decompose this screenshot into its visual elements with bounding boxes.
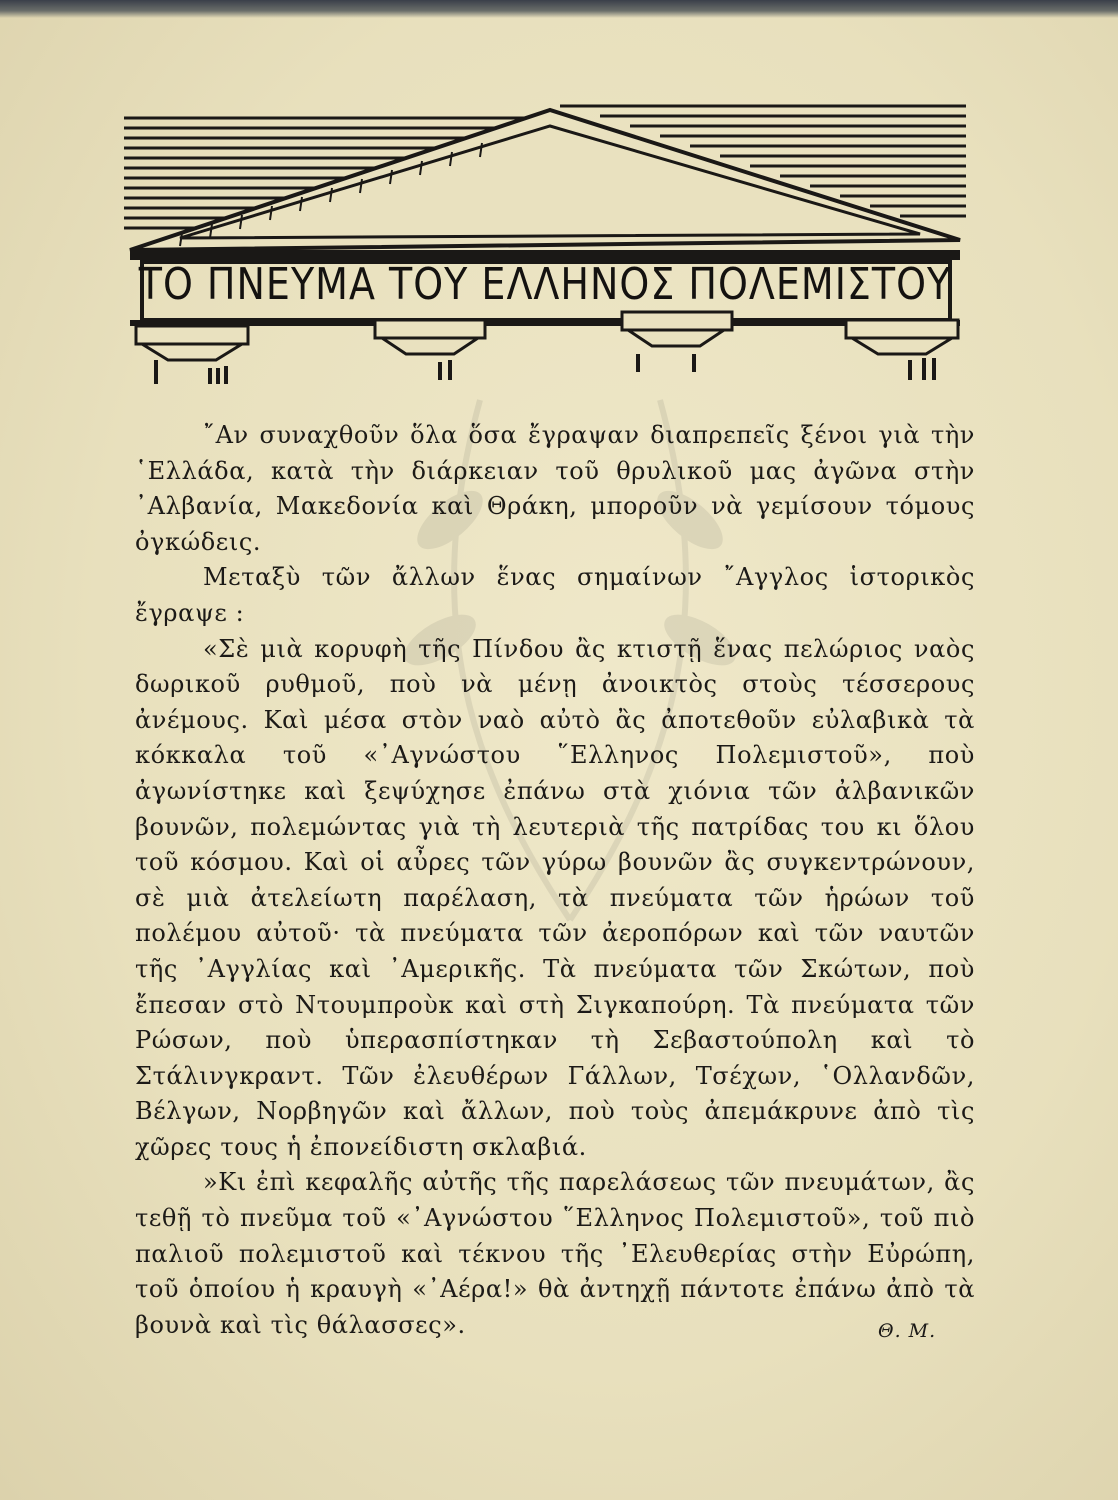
page-top-edge bbox=[0, 0, 1118, 18]
paragraph: »Κι ἐπὶ κεφαλῆς αὐτῆς τῆς παρελάσεως τῶν πνευμάτων, ἂς τεθῇ τὸ πνεῦμα τοῦ «᾿Αγνώστου ῞Ελληνος Πολεμιστοῦ», τοῦ πιὸ παλιοῦ πολεμιστοῦ καὶ τέκνου τῆς ᾿Ελευθερίας στὴν Εὐρώπη, τοῦ ὁποίου ἡ κραυγὴ «᾿Αέρα!» θὰ ἀντηχῇ πάντοτε ἐπάνω ἀπὸ τὰ βουνὰ καὶ τὶς θάλασσες». bbox=[135, 1168, 975, 1339]
author-signature: Θ. Μ. bbox=[878, 1320, 937, 1342]
title-plate bbox=[138, 252, 952, 316]
page-title: ΤΟ ΠΝΕΥΜΑ ΤΟΥ ΕΛΛΗΝΟΣ ΠΟΛΕΜΙΣΤΟΥ bbox=[138, 258, 952, 310]
paragraph: Μεταξὺ τῶν ἄλλων ἕνας σημαίνων ῎Αγγλος ἱστορικὸς ἔγραψε : bbox=[135, 563, 975, 627]
paragraph: «Σὲ μιὰ κορυφὴ τῆς Πίνδου ἂς κτιστῇ ἕνας πελώριος ναὸς δωρικοῦ ρυθμοῦ, ποὺ νὰ μένῃ ἀνοικτὸς στοὺς τέσσερους ἀνέμους. Καὶ μέσα στὸν ναὸ αὐτὸ ἂς ἀποτεθοῦν εὐλαβικὰ τὰ κόκκαλα τοῦ «᾿Αγνώστου ῞Ελληνος Πολεμιστοῦ», ποὺ ἀγωνίστηκε καὶ ξεψύχησε ἐπάνω στὰ χιόνια τῶν ἀλβανικῶν βουνῶν, πολεμώντας γιὰ τὴ λευτεριὰ τῆς πατρίδας του κι ὅλου τοῦ κόσμου. Καὶ οἱ αὖρες τῶν γύρω βουνῶν ἂς συγκεντρώνουν, σὲ μιὰ ἀτελείωτη παρέλαση, τὰ πνεύματα τῶν ἡρώων τοῦ πολέμου αὐτοῦ· τὰ πνεύματα τῶν ἀεροπόρων καὶ τῶν ναυτῶν τῆς ᾿Αγγλίας καὶ ᾿Αμερικῆς. Τὰ πνεύματα τῶν Σκώτων, ποὺ ἔπεσαν στὸ Ντουμπροὺκ καὶ στὴ Σιγκαπούρη. Τὰ πνεύματα τῶν Ρώσων, ποὺ ὑπερασπίστηκαν τὴ Σεβαστούπολη καὶ τὸ Στάλινγκραντ. Τῶν ἐλευθέρων Γάλλων, Τσέχων, ῾Ολλανδῶν, Βέλγων, Νορβηγῶν καὶ ἄλλων, ποὺ τοὺς ἀπεμάκρυνε ἀπὸ τὶς χῶρες τους ἡ ἐπονείδιστη σκλαβιά. bbox=[135, 634, 975, 1161]
article-body bbox=[135, 418, 975, 1343]
temple-pediment-emblem bbox=[120, 98, 970, 388]
paragraph: ῎Αν συναχθοῦν ὅλα ὅσα ἔγραψαν διαπρεπεῖς ξένοι γιὰ τὴν ῾Ελλάδα, κατὰ τὴν διάρκειαν τοῦ θρυλικοῦ μας ἀγῶνα στὴν ᾿Αλβανία, Μακεδονία καὶ Θράκη, μποροῦν νὰ γεμίσουν τόμους ὀγκώδεις. bbox=[135, 421, 975, 556]
